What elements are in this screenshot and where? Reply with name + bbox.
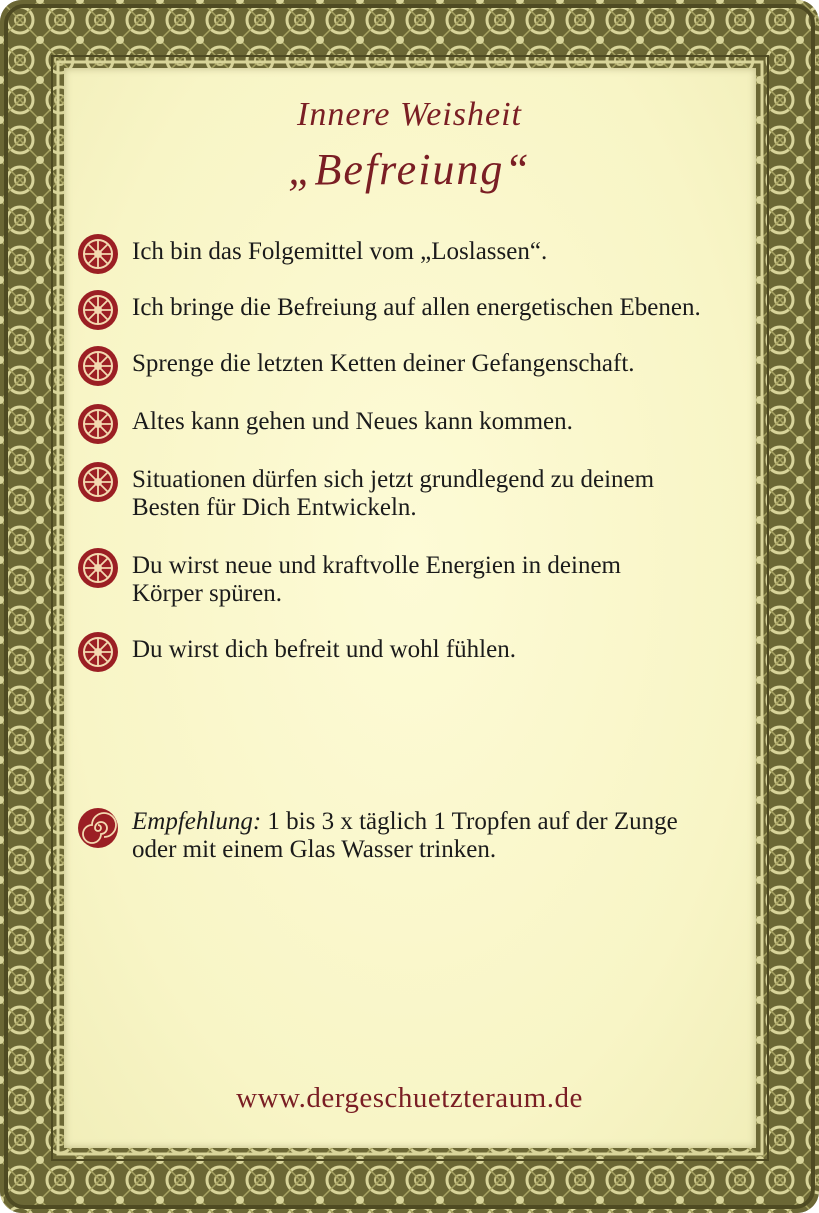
spiral-icon <box>76 806 120 850</box>
list-item <box>76 238 766 276</box>
list-item-text: Sprenge die letzten Ketten deiner Gefangenschaft. <box>132 350 635 377</box>
dharma-wheel-icon <box>76 630 120 674</box>
recommendation-dose: 1 bis 3 x täglich 1 Tropfen auf der Zunge <box>261 808 678 835</box>
list-item <box>76 552 766 608</box>
list-item-text <box>132 552 621 608</box>
recommendation-text <box>132 808 678 864</box>
list-item-text <box>132 466 654 522</box>
list-item-line: Körper spüren. <box>132 580 282 607</box>
card-subtitle: „Befreiung“ <box>288 145 531 194</box>
list-item-line: Du wirst neue und kraftvolle Energien in deinem <box>132 552 621 579</box>
list-item-text: Altes kann gehen und Neues kann kommen. <box>132 408 573 435</box>
dharma-wheel-icon <box>76 402 120 446</box>
list-item-text: Ich bringe die Befreiung auf allen energetischen Ebenen. <box>132 294 701 321</box>
list-item-text: Du wirst dich befreit und wohl fühlen. <box>132 636 516 663</box>
dharma-wheel-icon <box>76 460 120 504</box>
list-item <box>76 350 766 388</box>
list-item-line: Besten für Dich Entwickeln. <box>132 494 417 521</box>
website-url[interactable]: www.dergeschuetzteraum.de <box>236 1082 583 1114</box>
recommendation <box>76 808 766 864</box>
dharma-wheel-icon <box>76 546 120 590</box>
card-title: Innere Weisheit <box>297 96 522 133</box>
content-panel <box>64 68 756 1148</box>
list-item <box>76 636 766 674</box>
dharma-wheel-icon <box>76 232 120 276</box>
list-item <box>76 294 766 332</box>
recommendation-line: oder mit einem Glas Wasser trinken. <box>132 836 497 863</box>
dharma-wheel-icon <box>76 288 120 332</box>
recommendation-label: Empfehlung: <box>132 808 262 835</box>
list-item-line: Situationen dürfen sich jetzt grundlegend zu deinem <box>132 466 655 493</box>
dharma-wheel-icon <box>76 344 120 388</box>
list-item <box>76 466 766 522</box>
list-item <box>76 408 766 446</box>
list-item-text: Ich bin das Folgemittel vom „Loslassen“. <box>132 238 548 265</box>
